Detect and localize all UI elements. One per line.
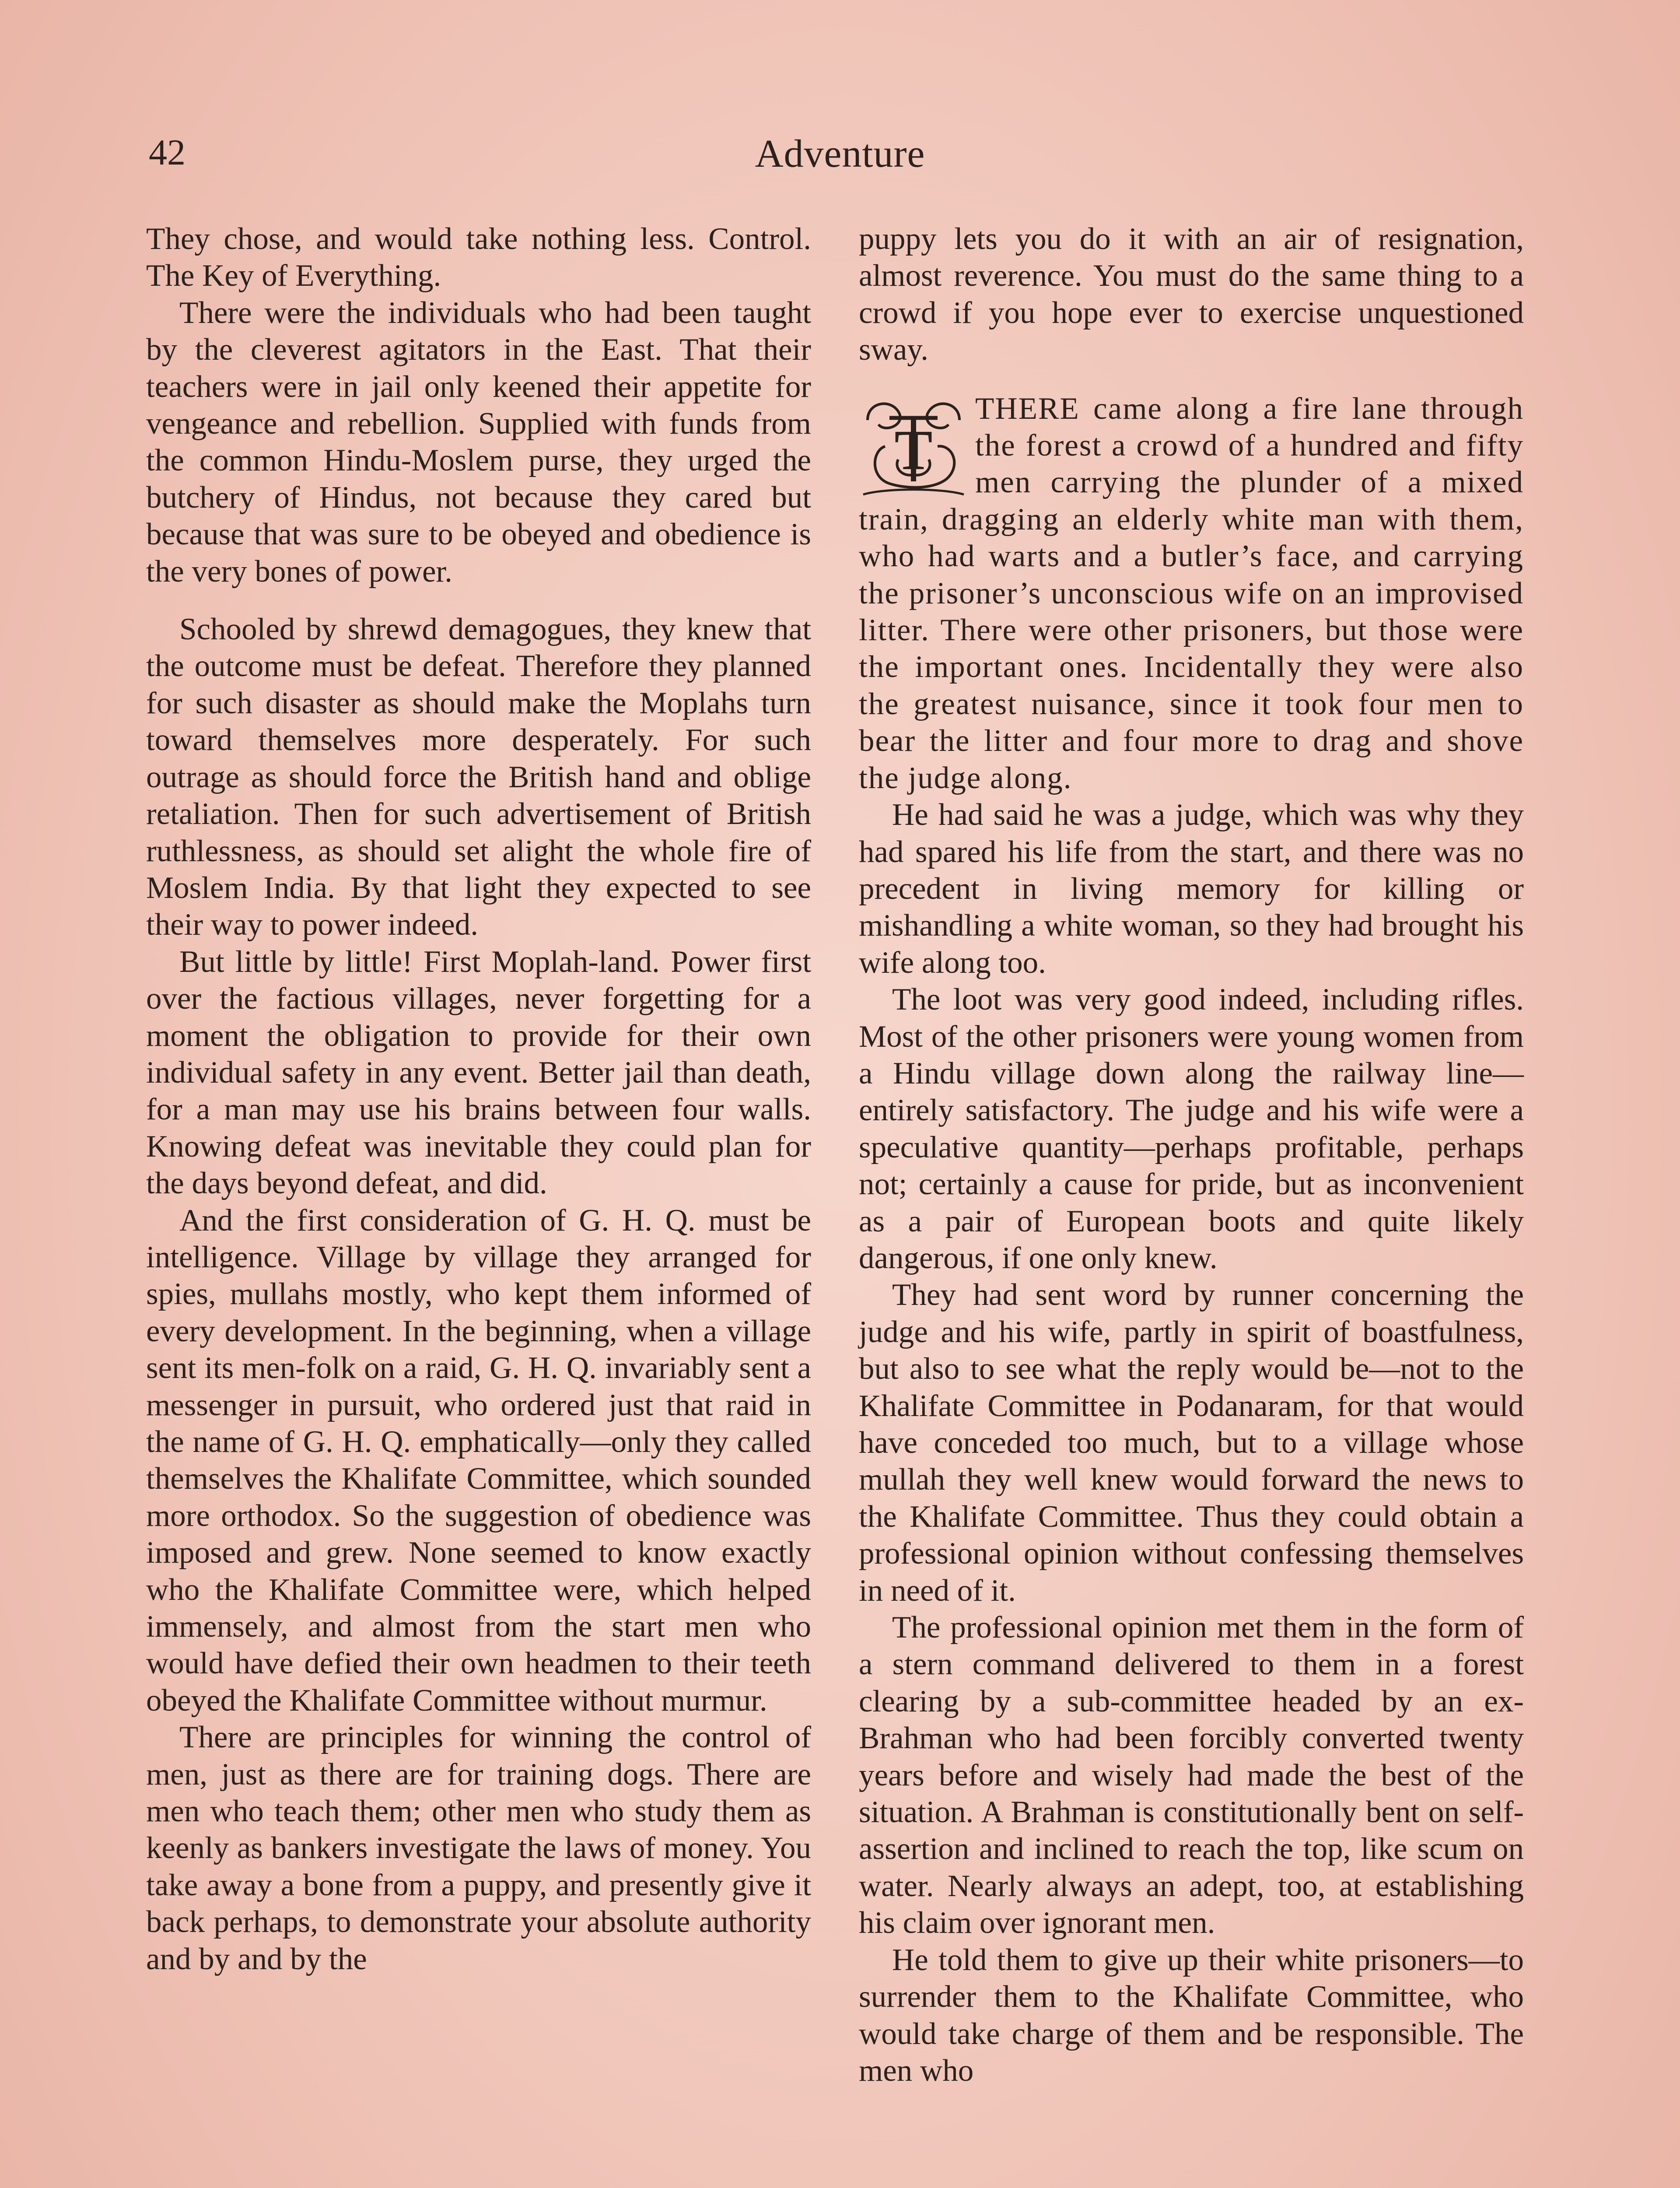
page-number: 42 (149, 132, 186, 173)
paragraph: The loot was very good indeed, including rifles. Most of the other prisoners were young women from a Hindu village down along the railway line—entirely satisfactory. The judge and his wife were a speculative quantity—perhaps profitable, perhaps not; certainly a cause for pride, but as inconvenient as a pair of European boots and quite likely dangerous, if one only knew. (859, 982, 1524, 1275)
running-title: Adventure (755, 132, 925, 175)
left-column (146, 221, 811, 1978)
paragraph: puppy lets you do it with an air of resignation, almost reverence. You must do the same thing to a crowd if you hope ever to exercise unquestioned sway. (859, 222, 1524, 367)
paragraph: Schooled by shrewd demagogues, they knew that the outcome must be defeat. Therefore they planned for such disaster as should make the Moplahs turn toward themselves more desperately. For such outrage as should force the British hand and oblige retaliation. Then for such advertisement of British ruthlessness, as should set alight the whole fire of Moslem India. By that light they expected to see their way to power indeed. (146, 612, 811, 942)
drop-cap-text: THERE came along a fire lane through the forest a crowd of a hundred and fifty men carrying the plunder of a mixed train, dragging an elderly white man with them, who had warts and a butler’s face, and carrying the prisoner’s unconscious wife on an improvised litter. There were other prisoners, but those were the important ones. Incidentally they were also the greatest nuisance, since it took four men to bear the litter and four more to drag and shove the judge along. (859, 391, 1524, 795)
paragraph: There were the individuals who had been taught by the cleverest agitators in the East. That their teachers were in jail only keened their appetite for vengeance and rebellion. Supplied with funds from the common Hindu-Moslem purse, they urged the butchery of Hindus, not because they cared but because that was sure to be obeyed and obedience is the very bones of power. (146, 295, 811, 589)
paragraph: They chose, and would take nothing less. Control. The Key of Everything. (146, 222, 811, 293)
paragraph: He told them to give up their white prisoners—to surrender them to the Khalifate Committee, who would take charge of them and be responsible. The men who (859, 1943, 1524, 2088)
paragraph: But little by little! First Moplah-land. Power first over the factious villages, never forgetting for a moment the obligation to provide for their own individual safety in any event. Better jail than death, for a man may use his brains between four walls. Knowing defeat was inevitable they could plan for the days beyond defeat, and did. (146, 944, 811, 1201)
paragraph: There are principles for winning the control of men, just as there are for training dogs. There are men who teach them; other men who study them as keenly as bankers investigate the laws of money. You take away a bone from a puppy, and presently give it back perhaps, to demonstrate your absolute authority and by and by the (146, 1720, 811, 1976)
drop-cap-paragraph (859, 390, 1524, 796)
paragraph: And the first consideration of G. H. Q. must be intelligence. Village by village they arranged for spies, mullahs mostly, who kept them informed of every development. In the beginning, when a village sent its men-folk on a raid, G. H. Q. invariably sent a messenger in pursuit, who ordered just that raid in the name of G. H. Q. emphatically—only they called themselves the Khalifate Committee, which sounded more orthodox. So the suggestion of obedience was imposed and grew. None seemed to know exactly who the Khalifate Committee were, which helped immensely, and almost from the start men who would have defied their own headmen to their teeth obeyed the Khalifate Committee without murmur. (146, 1203, 811, 1718)
paragraph: They had sent word by runner concerning the judge and his wife, partly in spirit of boastfulness, but also to see what the reply would be—not to the Khalifate Committee in Podanaram, for that would have conceded too much, but to a village whose mullah they well knew would forward the news to the Khalifate Committee. Thus they could obtain a professional opinion without confessing themselves in need of it. (859, 1278, 1524, 1608)
svg-text:T: T (894, 418, 933, 482)
right-column (859, 221, 1524, 2089)
ornamental-drop-cap-icon (859, 394, 968, 499)
paragraph: The professional opinion met them in the form of a stern command delivered to them in a forest clearing by a sub-committee headed by an ex-Brahman who had been forcibly converted twenty years before and wisely had made the best of the situation. A Brahman is constitutionally bent on self-assertion and inclined to reach the top, like scum on water. Nearly always an adept, too, at establishing his claim over ignorant men. (859, 1610, 1524, 1940)
paragraph: He had said he was a judge, which was why they had spared his life from the start, and there was no precedent in living memory for killing or mishandling a white woman, so they had brought his wife along too. (859, 798, 1524, 980)
page-header (149, 127, 1531, 188)
